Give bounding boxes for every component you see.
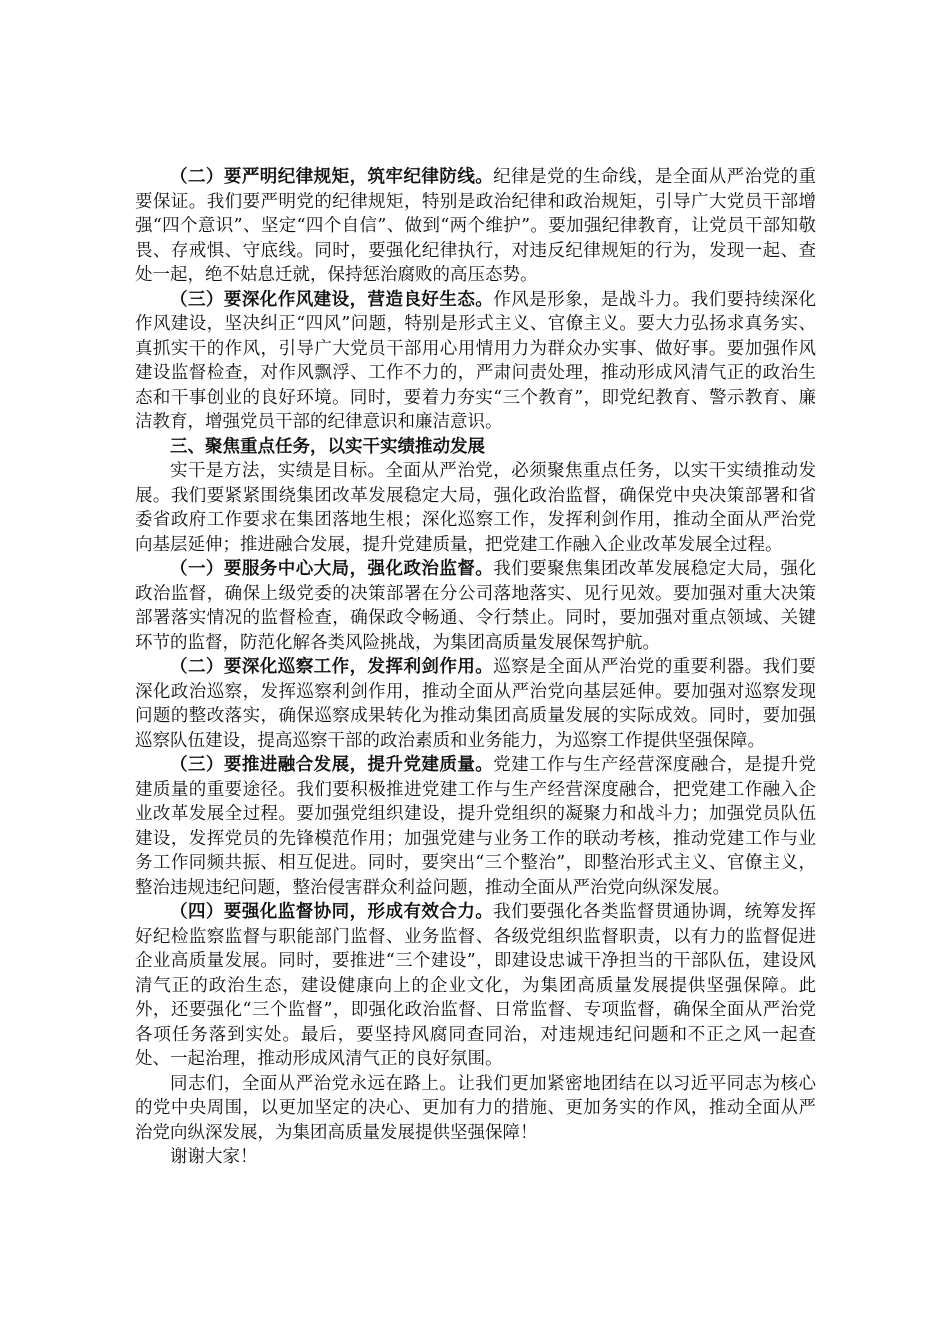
paragraph-lead: （二）要深化巡察工作，发挥利剑作用。 — [170, 657, 494, 677]
paragraph-inspection — [135, 655, 816, 753]
paragraph-lead: （二）要严明纪律规矩，筑牢纪律防线。 — [170, 167, 494, 187]
paragraph-coordination — [135, 900, 816, 1072]
paragraph-text: 同志们，全面从严治党永远在路上。让我们更加紧密地团结在以习近平同志为核心的党中央周围，以更加坚定的决心、更加有力的措施、更加务实的作风，推动全面从严治党向纵深发展，为集团高质量发展提供坚强保障！ — [135, 1073, 816, 1143]
paragraph-discipline — [135, 165, 816, 288]
paragraph-lead: （一）要服务中心大局，强化政治监督。 — [170, 559, 494, 579]
paragraph-text: 党建工作与生产经营深度融合，是提升党建质量的重要途径。我们要积极推进党建工作与生产经营深度融合，把党建工作融入企业改革发展全过程。要加强党组织建设，提升党组织的凝聚力和战斗力；加强党员队伍建设，发挥党员的先锋模范作用；加强党建与业务工作的联动考核，推动党建工作与业务工作同频共振、相互促进。同时，要突出“三个整治”，即整治形式主义、官僚主义，整治违规违纪问题，整治侵害群众利益问题，推动全面从严治党向纵深发展。 — [135, 755, 817, 898]
document-body — [135, 165, 816, 1170]
paragraph-lead: （三）要推进融合发展，提升党建质量。 — [170, 755, 494, 775]
paragraph-text: 我们要聚焦集团改革发展稳定大局，强化政治监督，确保上级党委的决策部署在分公司落地落实、见行见效。要加强对重大决策部署落实情况的监督检查，确保政令畅通、令行禁止。同时，要加强对重点领域、关键环节的监督，防范化解各类风险挑战，为集团高质量发展保驾护航。 — [135, 559, 817, 653]
paragraph-text: 谢谢大家！ — [170, 1147, 258, 1167]
paragraph-political-supervision — [135, 557, 816, 655]
paragraph-style — [135, 288, 816, 435]
paragraph-closing — [135, 1072, 816, 1146]
paragraph-text: 实干是方法，实绩是目标。全面从严治党，必须聚焦重点任务，以实干实绩推动发展。我们要紧紧围绕集团改革发展稳定大局，强化政治监督，确保党中央决策部署和省委省政府工作要求在集团落地生根；深化巡察工作，发挥利剑作用，推动全面从严治党向基层延伸；推进融合发展，提升党建质量，把党建工作融入企业改革发展全过程。 — [135, 461, 816, 555]
paragraph-intro — [135, 459, 816, 557]
paragraph-integration — [135, 753, 816, 900]
paragraph-text: 纪律是党的生命线，是全面从严治党的重要保证。我们要严明党的纪律规矩，特别是政治纪律和政治规矩，引导广大党员干部增强“四个意识”、坚定“四个自信”、做到“两个维护”。要加强纪律教育，让党员干部知敬畏、存戒惧、守底线。同时，要强化纪律执行，对违反纪律规矩的行为，发现一起、查处一起，绝不姑息迁就，保持惩治腐败的高压态势。 — [135, 167, 817, 285]
paragraph-thanks — [135, 1145, 816, 1170]
paragraph-text: 作风是形象，是战斗力。我们要持续深化作风建设，坚决纠正“四风”问题，特别是形式主义、官僚主义。要大力弘扬求真务实、真抓实干的作风，引导广大党员干部用心用情用力为群众办实事、做好事。要加强作风建设监督检查，对作风飘浮、工作不力的，严肃问责处理，推动形成风清气正的政治生态和干事创业的良好环境。同时，要着力夯实“三个教育”，即党纪教育、警示教育、廉洁教育，增强党员干部的纪律意识和廉洁意识。 — [135, 289, 817, 432]
paragraph-text: 我们要强化各类监督贯通协调，统筹发挥好纪检监察监督与职能部门监督、业务监督、各级党组织监督职责，以有力的监督促进企业高质量发展。同时，要推进“三个建设”，即建设忠诚干净担当的干部队伍，建设风清气正的政治生态，建设健康向上的企业文化，为集团高质量发展提供坚强保障。此外，还要强化“三个监督”，即强化政治监督、日常监督、专项监督，确保全面从严治党各项任务落到实处。最后，要坚持风腐同查同治，对违规违纪问题和不正之风一起查处、一起治理，推动形成风清气正的良好氛围。 — [135, 902, 817, 1069]
paragraph-lead: （三）要深化作风建设，营造良好生态。 — [170, 289, 494, 310]
section-heading: 三、聚焦重点任务，以实干实绩推动发展 — [170, 436, 485, 457]
paragraph-text: 巡察是全面从严治党的重要利器。我们要深化政治巡察，发挥巡察利剑作用，推动全面从严治党向基层延伸。要加强对巡察发现问题的整改落实，确保巡察成果转化为推动集团高质量发展的实际成效。同时，要加强巡察队伍建设，提高巡察干部的政治素质和业务能力，为巡察工作提供坚强保障。 — [135, 657, 817, 751]
paragraph-lead: （四）要强化监督协同，形成有效合力。 — [170, 902, 494, 922]
